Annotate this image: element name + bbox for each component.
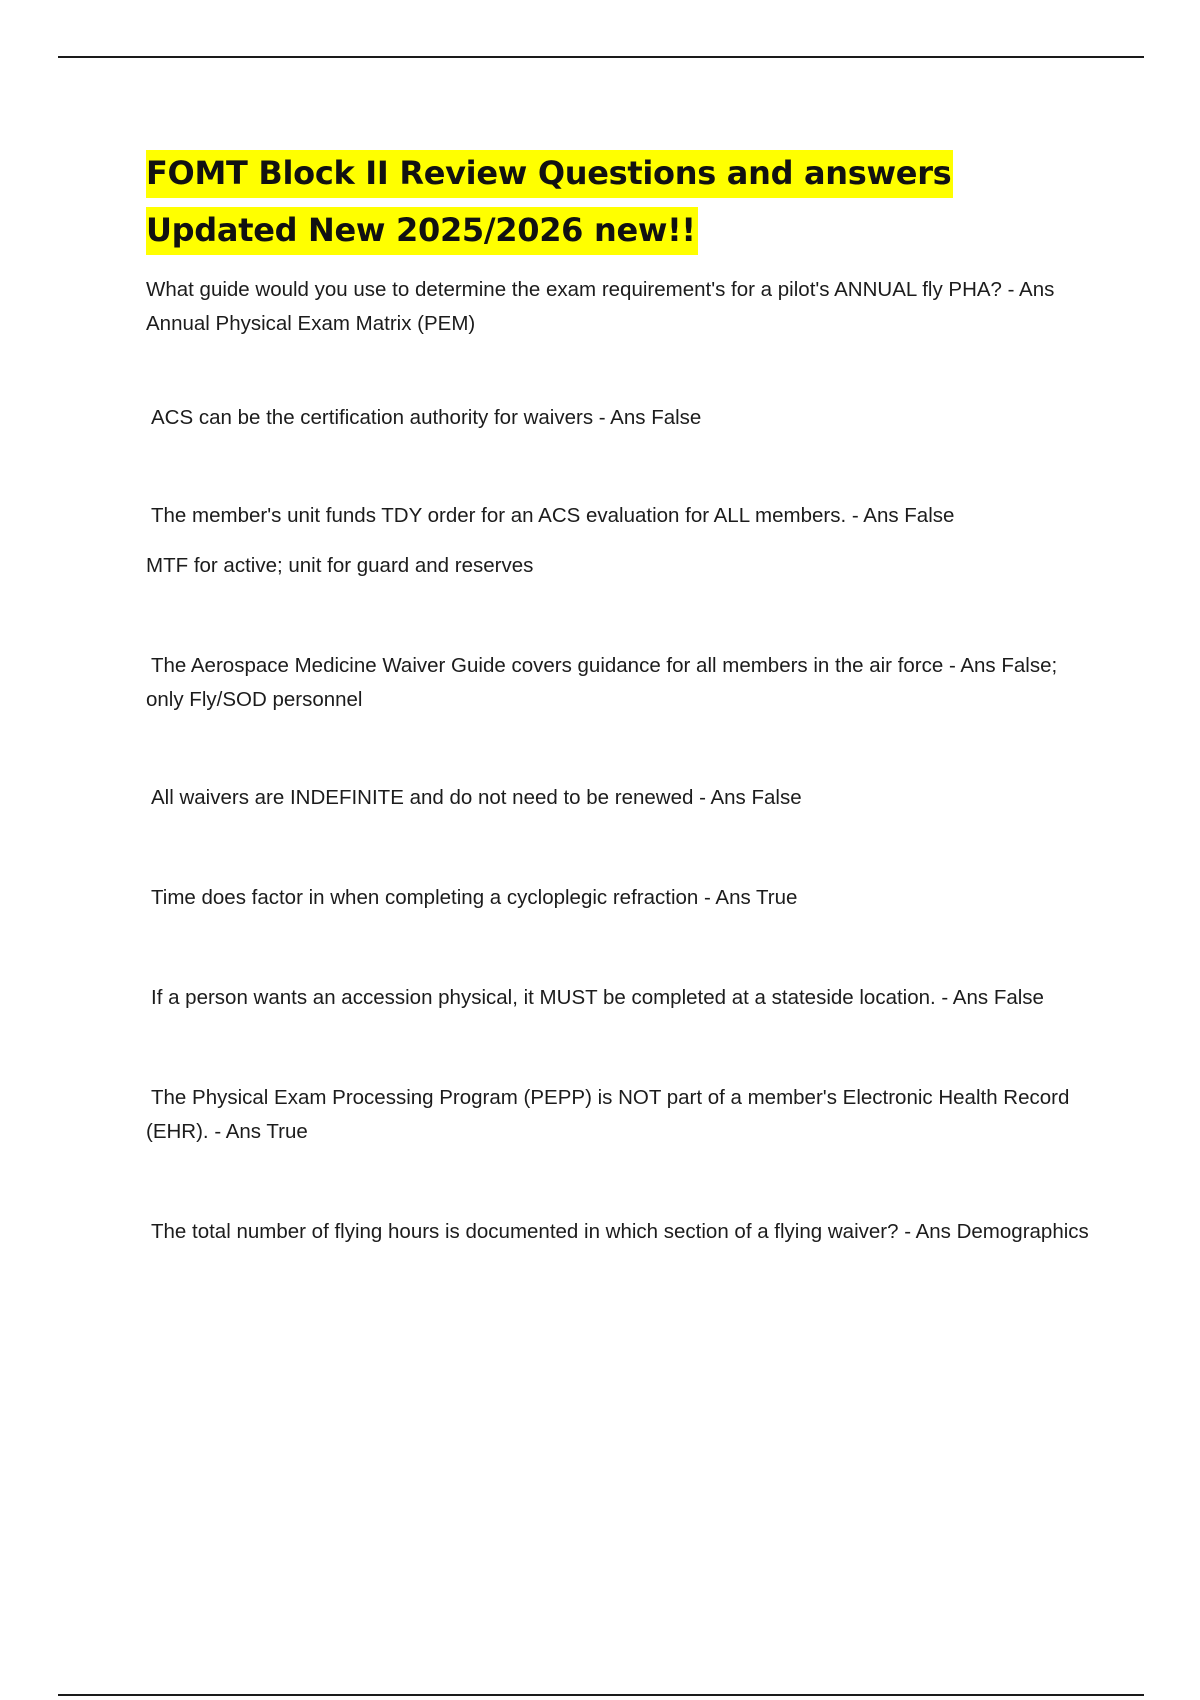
footer-rule	[58, 1694, 1144, 1696]
qa-item: The total number of flying hours is documented in which section of a flying waiver? - Ans Demographics	[151, 1220, 1089, 1243]
qa-item: If a person wants an accession physical, it MUST be completed at a stateside location. - Ans False	[151, 986, 1044, 1009]
qa-item: Time does factor in when completing a cycloplegic refraction - Ans True	[151, 886, 798, 909]
highlighted-title-text: FOMT Block II Review Questions and answers Updated New 2025/2026 new!!	[146, 150, 953, 255]
header-rule	[58, 56, 1144, 58]
qa-item: The Aerospace Medicine Waiver Guide covers guidance for all members in the air force - Ans False; only Fly/SOD personnel	[146, 654, 1058, 711]
qa-item: The member's unit funds TDY order for an ACS evaluation for ALL members. - Ans False	[151, 504, 955, 527]
document-title	[146, 145, 1096, 259]
qa-item: What guide would you use to determine the exam requirement's for a pilot's ANNUAL fly PHA? - Ans Annual Physical Exam Matrix (PEM)	[146, 278, 1055, 335]
qa-item: The Physical Exam Processing Program (PEPP) is NOT part of a member's Electronic Health Record (EHR). - Ans True	[146, 1086, 1070, 1143]
qa-item: All waivers are INDEFINITE and do not need to be renewed - Ans False	[151, 786, 802, 809]
qa-item: ACS can be the certification authority for waivers - Ans False	[151, 406, 702, 429]
qa-item-note: MTF for active; unit for guard and reserves	[146, 554, 534, 577]
document-body	[146, 145, 1096, 1249]
